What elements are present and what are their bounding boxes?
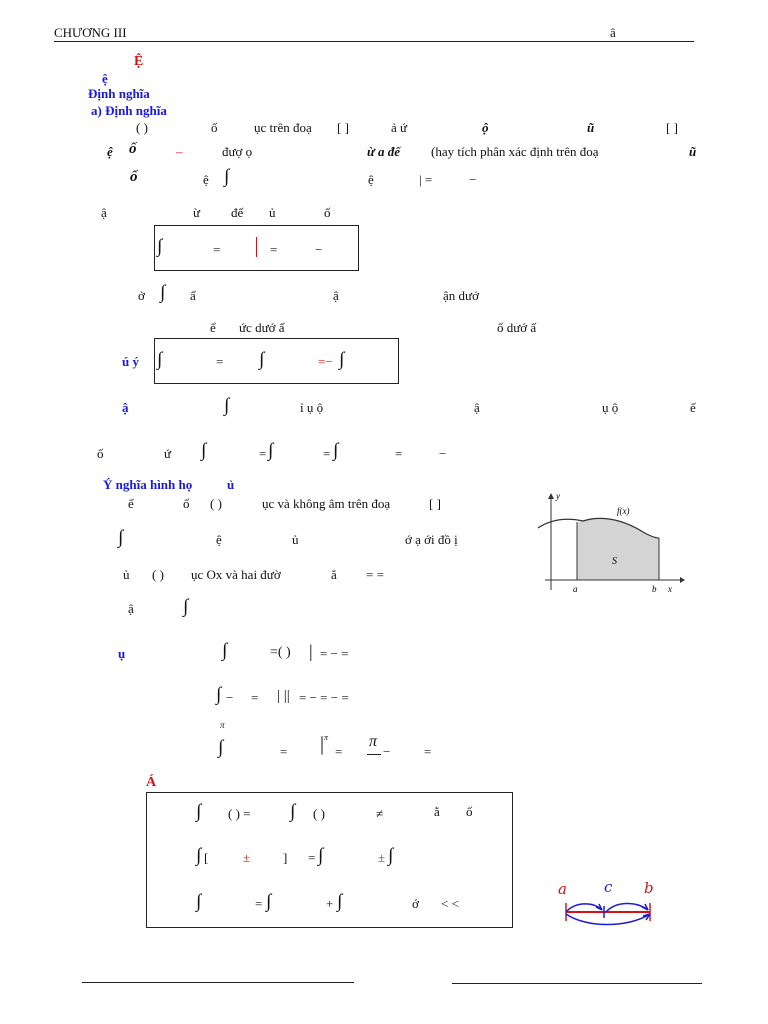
geo-l1-o: ố <box>183 496 190 511</box>
def-line4-o: ố <box>324 205 331 220</box>
def-line4-a: ậ <box>101 205 107 220</box>
def-line4-u2: ủ <box>269 205 276 220</box>
notation-e: ế <box>690 400 696 415</box>
caution-eq1: = <box>216 354 224 369</box>
arc-a-c <box>566 904 602 912</box>
prop1-o: ố <box>466 804 473 819</box>
ex-r2-bars: | || <box>277 688 290 704</box>
integral-sign: ∫ <box>216 684 222 705</box>
area-region <box>577 518 659 580</box>
footer-rule-left <box>82 982 354 983</box>
integral-sign: ∫ <box>196 845 202 866</box>
geo-l3-paren: ( ) <box>152 567 164 582</box>
handwritten-c: c <box>604 878 613 896</box>
geometry-heading: Ý nghĩa hình họ <box>103 477 193 492</box>
geo-l3-u: ủ <box>123 567 130 582</box>
ex-r3-eq2: = <box>335 744 343 759</box>
notes-l2-tail: ức dướ ấ <box>239 320 285 335</box>
geo-l1-text: ục và không âm trên đoạ <box>262 496 391 511</box>
def-line1-au: ả ứ <box>391 120 408 135</box>
def-line4-de: đế <box>231 205 244 220</box>
section-letter: Ệ <box>134 54 144 69</box>
def-line1-bracket2: [ ] <box>666 120 678 135</box>
geometry-heading-u: ủ <box>227 477 235 492</box>
prop2-bracket-open: [ <box>204 850 209 865</box>
def-line2-u: ũ <box>689 144 697 159</box>
integral-sign: ∫ <box>157 349 163 370</box>
geo-l1-bracket: [ ] <box>429 496 441 511</box>
area-under-curve-graph <box>535 490 685 598</box>
ex-r3-minus: − <box>383 744 391 759</box>
a-label: a <box>573 584 578 594</box>
integral-sign: ∫ <box>196 891 202 912</box>
integral-sign: ∫ <box>290 801 296 822</box>
prop1-lhs: ( ) = <box>228 806 251 821</box>
formula-eq2: = <box>270 242 278 257</box>
prop3-eq: = <box>255 896 263 911</box>
geo-l2-u: ủ <box>292 532 299 547</box>
notation-mid: ỉ ụ ộ <box>300 400 324 415</box>
def-line3-minus: − <box>469 172 477 187</box>
integral-sign: ∫ <box>268 440 274 461</box>
prop2-pm2: ± <box>378 850 386 865</box>
ex-r3-pi-limit: π <box>220 720 225 730</box>
integral-sign: ∫ <box>224 166 230 187</box>
y-axis-arrow <box>548 493 554 499</box>
notes-l1-o: ở <box>138 288 145 303</box>
ex-r3-eq3: = <box>424 744 432 759</box>
notes-l1-a: ấ <box>190 288 196 303</box>
geo-l1-e: ế <box>128 496 134 511</box>
ex-line-eq1: = <box>259 446 267 461</box>
ex-r3-eq: = <box>280 744 288 759</box>
notes-l1-a2: ậ <box>333 288 339 303</box>
integral-sign: ∫ <box>333 440 339 461</box>
evaluation-bar <box>256 237 257 257</box>
def-line1-paren: ( ) <box>136 120 148 135</box>
handwritten-b: b <box>644 879 654 897</box>
properties-label: Á <box>146 775 157 790</box>
examples-label: ụ <box>118 646 126 661</box>
prop1-neq: ≠ <box>376 806 384 821</box>
footer-rule-right <box>452 983 702 984</box>
geo-l3-a: ẳ <box>331 567 337 582</box>
definition-heading: Định nghĩa <box>88 86 150 101</box>
region-label: S <box>612 556 617 567</box>
integral-sign: ∫ <box>196 801 202 822</box>
geo-l2-e: ệ <box>216 532 222 547</box>
chapter-title: CHƯƠNG III <box>54 25 127 40</box>
ex-r2-minus: − <box>226 690 234 705</box>
def-line3-o: ố <box>130 169 138 185</box>
integral-sign: ∫ <box>222 640 228 661</box>
ex-r2-eq: = <box>251 690 259 705</box>
formula-minus: − <box>315 242 323 257</box>
arc-c-b <box>606 903 648 912</box>
integral-sign: ∫ <box>118 527 124 548</box>
geo-l3-eq: = = <box>366 567 384 582</box>
def-line2-italic: ừ a đế <box>367 144 401 159</box>
curve-label: f(x) <box>617 506 630 516</box>
ex-r1-eq: =( ) <box>270 645 291 660</box>
def-line3-e: ệ <box>203 172 209 187</box>
geo-l4-a: ậ <box>128 601 134 616</box>
def-line2-text: đượ ọ <box>222 144 253 159</box>
def-line1-u: ũ <box>587 120 595 135</box>
integral-sign: ∫ <box>388 845 394 866</box>
def-line2-e: ệ <box>107 144 113 159</box>
y-axis-label: y <box>556 491 560 501</box>
integral-sign: ∫ <box>318 845 324 866</box>
ex-r3-pi-upper: π <box>324 733 329 742</box>
prop2-bracket-close: ] <box>283 850 288 865</box>
x-axis-label: x <box>668 584 672 594</box>
def-line1-o2: ộ <box>482 120 489 135</box>
b-label: b <box>652 584 657 594</box>
def-line2-rest: (hay tích phân xác định trên đoạ <box>431 144 599 159</box>
def-line1-bracket: [ ] <box>337 120 349 135</box>
ex-line-eq3: = <box>395 446 403 461</box>
ex-r3-fraction-bar <box>367 754 381 755</box>
integral-sign: ∫ <box>339 349 345 370</box>
arc-a-b <box>566 914 650 925</box>
prop3-plus: + <box>326 896 334 911</box>
integral-sign: ∫ <box>157 236 163 257</box>
prop1-rhs: ( ) <box>313 806 325 821</box>
ex-r2-rest: = − = − = <box>299 690 349 705</box>
handwritten-a: a <box>558 880 567 898</box>
def-line2-minus: – <box>176 144 183 159</box>
caution-formula-box <box>154 338 399 384</box>
notation-tail: ụ ộ <box>602 400 619 415</box>
header-rule <box>54 41 694 42</box>
def-line4-u: ừ <box>193 205 201 220</box>
integral-sign: ∫ <box>218 737 224 758</box>
ex-line-minus: − <box>439 446 447 461</box>
caution-eq2: =− <box>318 354 333 369</box>
notes-l1-tail: ận dướ <box>443 288 479 303</box>
prop1-a: ằ <box>434 804 440 819</box>
notes-l2-e: ể <box>210 320 216 335</box>
x-axis-arrow <box>680 577 685 583</box>
caution-label: ú ý <box>122 354 139 369</box>
ex-r1-bar: | <box>309 641 313 661</box>
handwritten-interval-sketch <box>552 876 667 932</box>
integral-sign: ∫ <box>266 891 272 912</box>
def-line3-bar: | = <box>419 172 433 187</box>
notes-l2-tail2: ố dướ ấ <box>497 320 537 335</box>
prop3-lt: < < <box>441 896 459 911</box>
definition-subheading: a) Định nghĩa <box>91 103 167 118</box>
def-line1-o: ố <box>211 120 218 135</box>
geo-l3-text: ục Ox và hai đườ <box>191 567 281 582</box>
def-line2-o: ố <box>129 141 137 157</box>
header-right: â <box>610 25 616 40</box>
integral-sign: ∫ <box>259 349 265 370</box>
ex-line-u: ứ <box>164 446 172 461</box>
ex-line-o: ố <box>97 446 104 461</box>
def-line3-e2: ệ <box>368 172 374 187</box>
integral-sign: ∫ <box>183 596 189 617</box>
section-sub: ệ <box>102 71 108 86</box>
geo-l1-paren: ( ) <box>210 496 222 511</box>
geo-l2-tail: ớ ạ ới đồ ị <box>405 532 458 547</box>
integral-sign: ∫ <box>160 282 166 303</box>
integral-sign: ∫ <box>224 395 230 416</box>
prop2-eq: = <box>308 850 316 865</box>
notation-a: ậ <box>474 400 480 415</box>
ex-r3-bar: | <box>320 733 325 755</box>
ex-r3-pi-fraction: π <box>369 733 378 750</box>
formula-eq1: = <box>213 242 221 257</box>
ex-line-eq2: = <box>323 446 331 461</box>
integral-sign: ∫ <box>337 891 343 912</box>
prop2-pm: ± <box>243 850 251 865</box>
integral-sign: ∫ <box>201 440 207 461</box>
prop3-o: ớ <box>412 896 419 911</box>
notation-label: ậ <box>122 400 129 415</box>
def-line1-text: ục trên đoạ <box>254 120 312 135</box>
ex-r1-rest: = − = <box>320 646 349 661</box>
